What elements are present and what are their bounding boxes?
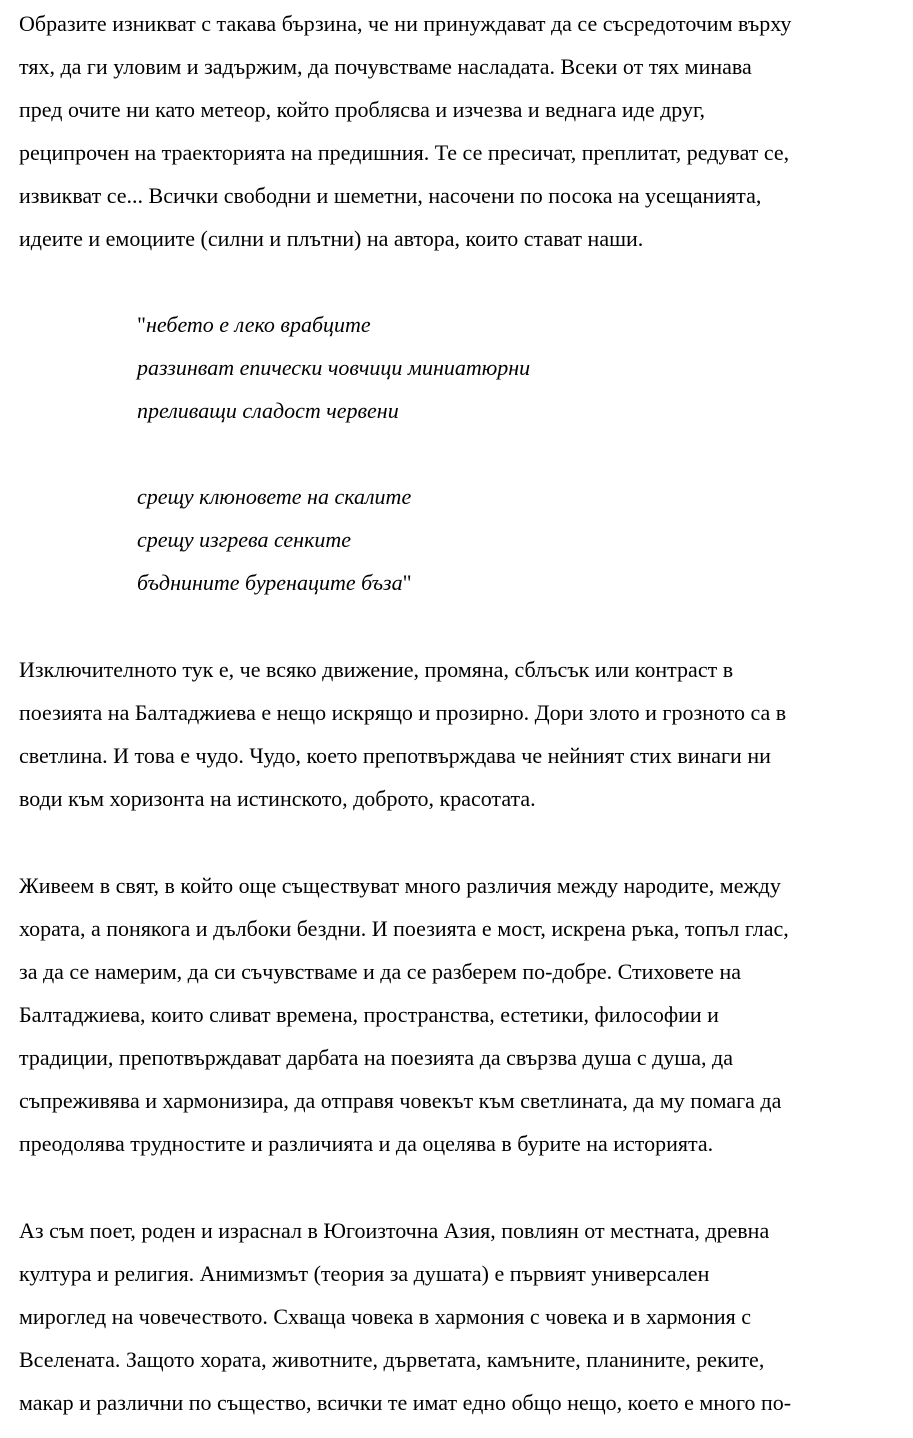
- poem-line-5: срещу изгрева сенките: [137, 527, 352, 552]
- paragraph-3-line-5: традиции, препотвърждават дарбата на поезията да свързва душа с душа, да: [19, 1045, 733, 1070]
- poem-line-6: [137, 570, 412, 596]
- poem-line-4: срещу клюновете на скалите: [137, 484, 412, 509]
- paragraph-3-line-2: хората, а понякога и дълбоки бездни. И поезията е мост, искрена ръка, топъл глас,: [19, 916, 789, 941]
- poem-line-2: раззинват епически човчици миниатюрни: [137, 355, 531, 380]
- paragraph-2-line-3: светлина. И това е чудо. Чудо, което препотвърждава че нейният стих винаги ни: [19, 743, 771, 768]
- paragraph-3-line-1: Живеем в свят, в който още съществуват много различия между народите, между: [19, 873, 781, 898]
- paragraph-1-line-6: идеите и емоциите (силни и плътни) на автора, които стават наши.: [19, 226, 644, 251]
- poem-close-quote: ": [402, 570, 412, 595]
- paragraph-4-line-1: Аз съм поет, роден и израснал в Югоизточна Азия, повлиян от местната, древна: [19, 1218, 770, 1243]
- paragraph-4-line-2: култура и религия. Анимизмът (теория за душата) е първият универсален: [19, 1261, 710, 1286]
- poem-line-1-text: небето е леко врабците: [145, 312, 371, 337]
- poem-open-quote: ": [137, 312, 146, 337]
- poem-line-3: преливащи сладост червени: [137, 398, 399, 423]
- paragraph-4-line-3: мироглед на човечеството. Схваща човека в хармония с човека и в хармония с: [19, 1304, 752, 1329]
- paragraph-2-line-4: води към хоризонта на истинското, доброто, красотата.: [19, 786, 536, 811]
- paragraph-3-line-7: преодолява трудностите и различията и да оцелява в бурите на историята.: [19, 1131, 714, 1156]
- paragraph-4-line-5: макар и различни по същество, всички те имат едно общо нещо, което е много по-: [19, 1390, 792, 1415]
- paragraph-1-line-5: извикват се... Всички свободни и шеметни, насочени по посока на усещанията,: [19, 183, 762, 208]
- paragraph-3-line-4: Балтаджиева, които сливат времена, пространства, естетики, философии и: [19, 1002, 719, 1027]
- paragraph-3-line-6: съпреживява и хармонизира, да отправя човекът към светлината, да му помага да: [19, 1088, 782, 1113]
- paragraph-2-line-2: поезията на Балтаджиева е нещо искрящо и прозирно. Дори злото и грозното са в: [19, 700, 787, 725]
- paragraph-1-line-4: реципрочен на траекторията на предишния. Те се пресичат, преплитат, редуват се,: [19, 140, 790, 165]
- poem-line-6-text: бъднините буренаците бъза: [137, 570, 403, 595]
- paragraph-1-line-3: пред очите ни като метеор, който проблясва и изчезва и веднага иде друг,: [19, 97, 706, 122]
- paragraph-3-line-3: за да се намерим, да си съчувстваме и да се разберем по-добре. Стиховете на: [19, 959, 741, 984]
- paragraph-4-line-4: Вселената. Защото хората, животните, дърветата, камъните, планините, реките,: [19, 1347, 765, 1372]
- poem-line-1: [137, 312, 371, 338]
- paragraph-2-line-1: Изключителното тук е, че всяко движение, промяна, сблъсък или контраст в: [19, 657, 734, 682]
- paragraph-1-line-2: тях, да ги уловим и задържим, да почувстваме насладата. Всеки от тях минава: [19, 54, 752, 79]
- paragraph-1-line-1: Образите изникват с такава бързина, че ни принуждават да се съсредоточим върху: [19, 11, 792, 36]
